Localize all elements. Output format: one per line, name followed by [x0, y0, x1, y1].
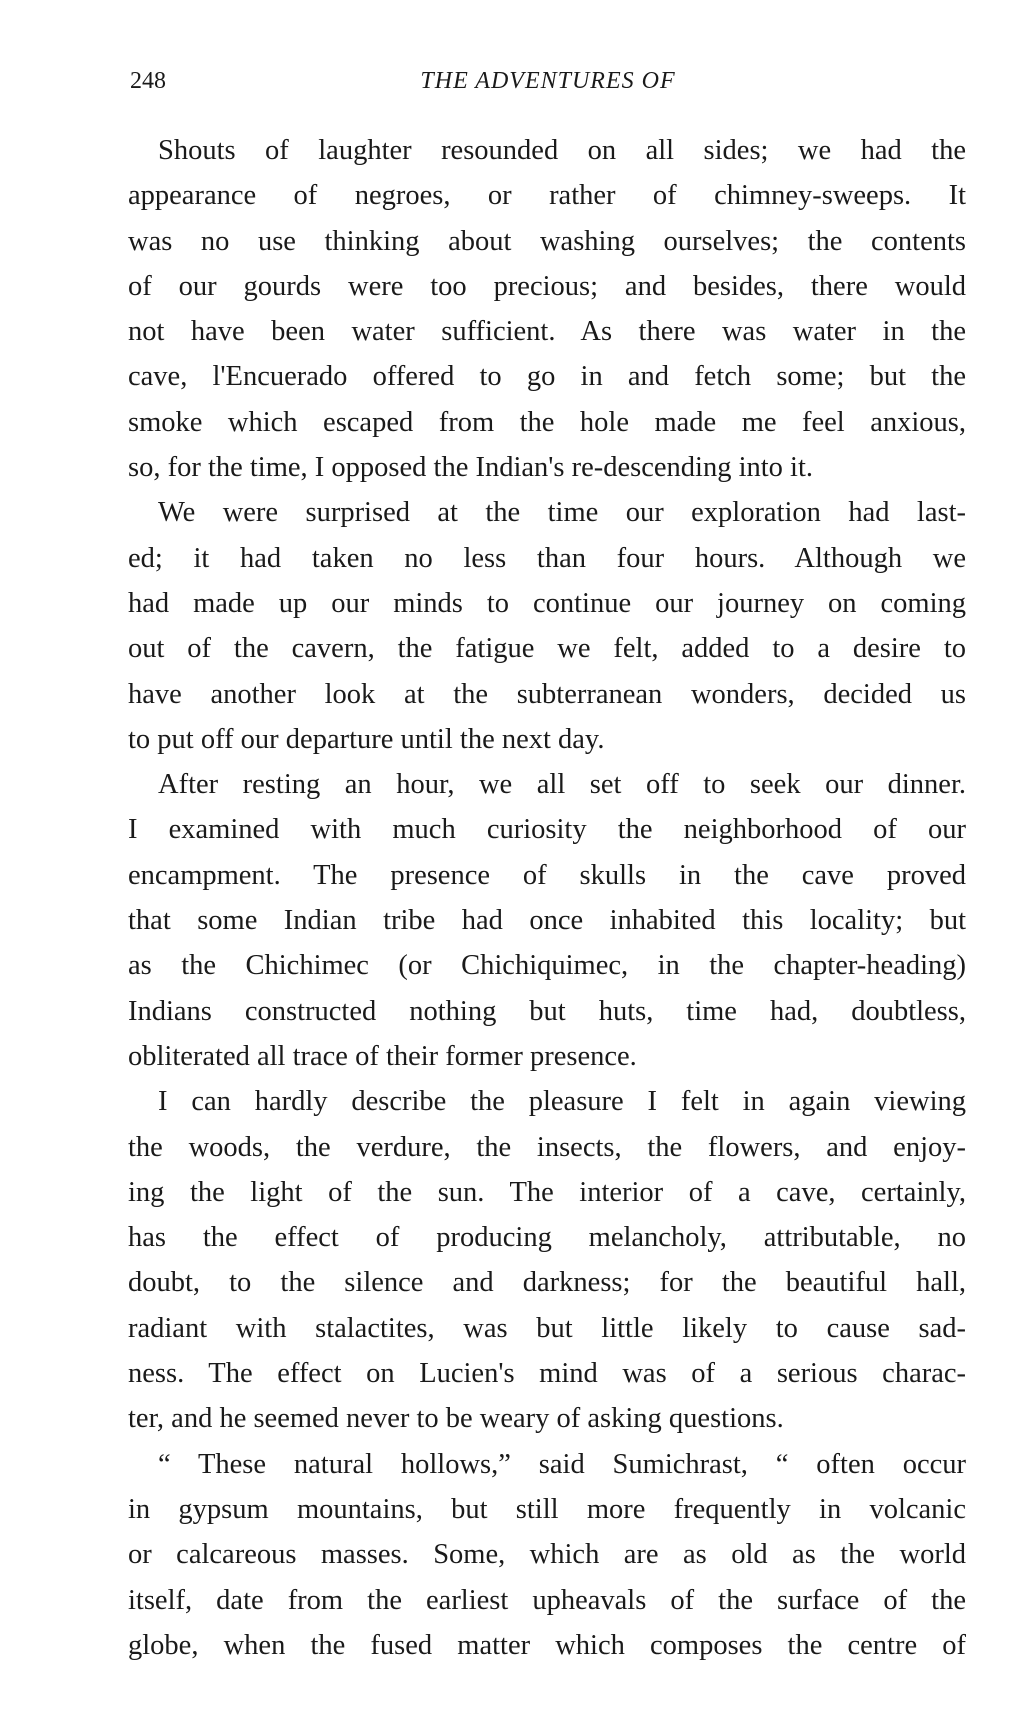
text-line: We were surprised at the time our exploration had last-	[158, 497, 966, 529]
text-line: ness. The effect on Lucien's mind was of a serious charac-	[128, 1358, 966, 1390]
text-line: smoke which escaped from the hole made me feel anxious,	[128, 406, 966, 438]
text-line: appearance of negroes, or rather of chimney-sweeps. It	[128, 180, 966, 212]
page-number: 248	[130, 68, 166, 94]
text-line: Indians constructed nothing but huts, time had, doubtless,	[128, 995, 966, 1027]
paragraph	[128, 490, 966, 762]
text-line: the woods, the verdure, the insects, the flowers, and enjoy-	[128, 1131, 966, 1163]
text-line: had made up our minds to continue our journey on coming	[128, 587, 966, 619]
text-line: I examined with much curiosity the neighborhood of our	[128, 814, 966, 846]
text-line: to put off our departure until the next day.	[128, 723, 605, 755]
text-line: obliterated all trace of their former presence.	[128, 1040, 637, 1072]
text-line: I can hardly describe the pleasure I felt in again viewing	[158, 1086, 966, 1118]
text-line: so, for the time, I opposed the Indian's re-descending into it.	[128, 452, 814, 484]
text-line: “ These natural hollows,” said Sumichrast, “ often occur	[158, 1448, 966, 1480]
text-line: cave, l'Encuerado offered to go in and fetch some; but the	[128, 361, 966, 393]
text-line: ter, and he seemed never to be weary of asking questions.	[128, 1403, 784, 1435]
paragraph	[128, 128, 966, 490]
text-line: After resting an hour, we all set off to seek our dinner.	[158, 769, 966, 801]
text-line: in gypsum mountains, but still more frequently in volcanic	[128, 1493, 966, 1525]
page-body	[128, 128, 966, 1668]
text-line: ed; it had taken no less than four hours. Although we	[128, 542, 966, 574]
text-line: was no use thinking about washing ourselves; the contents	[128, 225, 966, 257]
text-line: radiant with stalactites, was but little likely to cause sad-	[128, 1312, 966, 1344]
text-line: itself, date from the earliest upheavals of the surface of the	[128, 1584, 966, 1616]
text-line: out of the cavern, the fatigue we felt, added to a desire to	[128, 633, 966, 665]
text-line: or calcareous masses. Some, which are as old as the world	[128, 1539, 966, 1571]
text-line: globe, when the fused matter which composes the centre of	[128, 1629, 966, 1661]
paragraph	[128, 1442, 966, 1668]
text-line: encampment. The presence of skulls in the cave proved	[128, 859, 966, 891]
running-title: THE ADVENTURES OF	[420, 68, 676, 94]
text-line: doubt, to the silence and darkness; for the beautiful hall,	[128, 1267, 966, 1299]
text-line: that some Indian tribe had once inhabited this locality; but	[128, 905, 966, 937]
text-line: ing the light of the sun. The interior of a cave, certainly,	[128, 1176, 966, 1208]
page-header	[130, 68, 966, 104]
text-line: Shouts of laughter resounded on all sides; we had the	[158, 135, 966, 166]
text-line: has the effect of producing melancholy, attributable, no	[128, 1222, 966, 1254]
text-line: as the Chichimec (or Chichiquimec, in the chapter-heading)	[128, 950, 966, 982]
text-line: of our gourds were too precious; and besides, there would	[128, 270, 966, 302]
paragraph	[128, 762, 966, 1079]
text-line: have another look at the subterranean wonders, decided us	[128, 678, 966, 710]
paragraph	[128, 1079, 966, 1441]
text-line: not have been water sufficient. As there was water in the	[128, 316, 966, 348]
